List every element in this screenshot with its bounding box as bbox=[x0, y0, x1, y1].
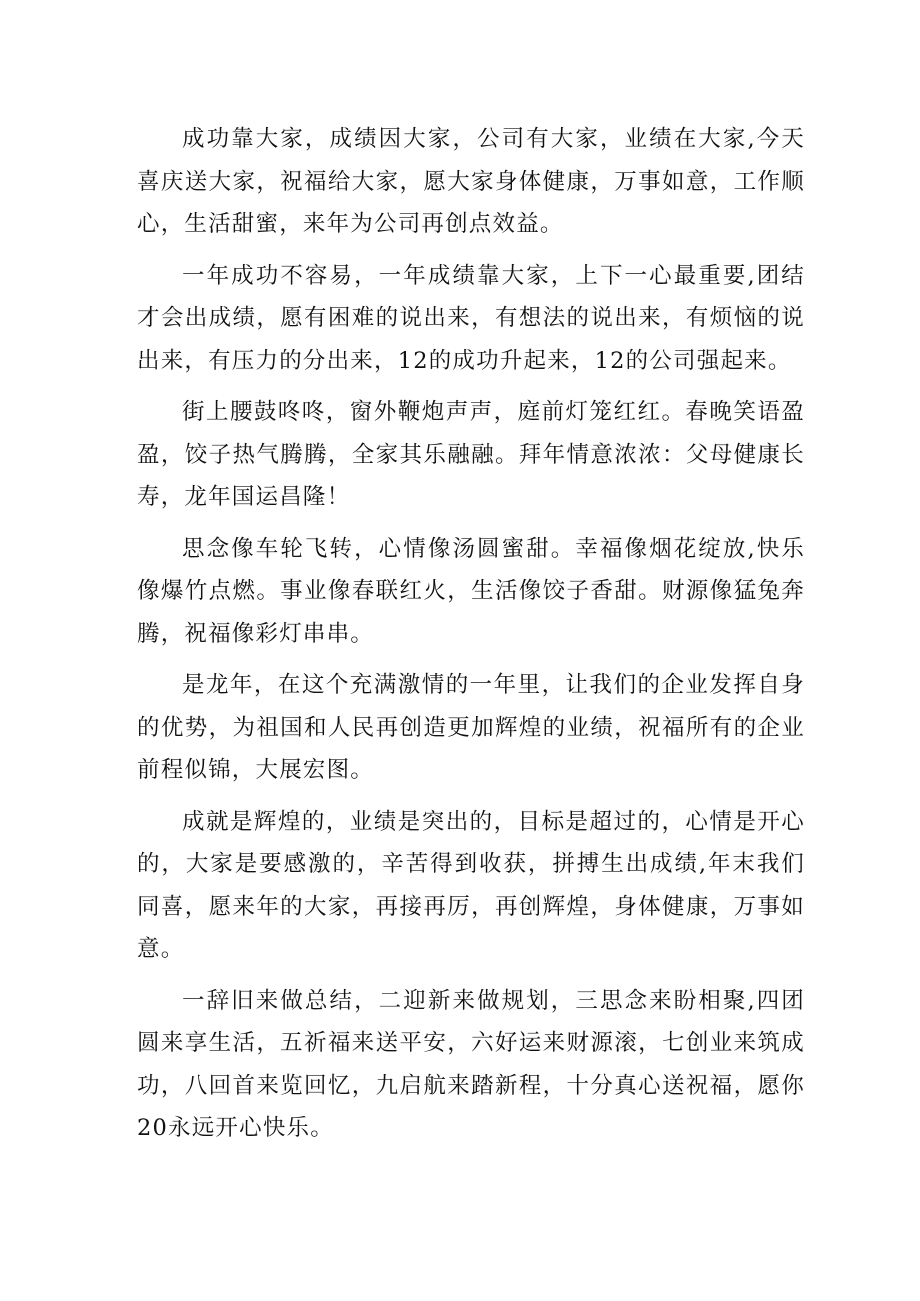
paragraph-4: 思念像车轮飞转，心情像汤圆蜜甜。幸福像烟花绽放,快乐像爆竹点燃。事业像春联红火，生活像饺子香甜。财源像猛兔奔腾，祝福像彩灯串串。 bbox=[137, 535, 805, 647]
paragraph-1: 成功靠大家，成绩因大家，公司有大家，业绩在大家,今天喜庆送大家，祝福给大家，愿大家身体健康，万事如意，工作顺心，生活甜蜜，来年为公司再创点效益。 bbox=[137, 126, 805, 237]
document-body bbox=[137, 118, 805, 1159]
paragraph-2: 一年成功不容易，一年成绩靠大家，上下一心最重要,团结才会出成绩，愿有困难的说出来，有想法的说出来，有烦恼的说出来，有压力的分出来，12的成功升起来，12的公司强起来。 bbox=[137, 262, 805, 374]
paragraph-6: 成就是辉煌的，业绩是突出的，目标是超过的，心情是开心的，大家是要感激的，辛苦得到收获，拼搏生出成绩,年末我们同喜，愿来年的大家，再接再厉，再创辉煌，身体健康，万事如意。 bbox=[137, 808, 805, 962]
paragraph-7: 一辞旧来做总结，二迎新来做规划，三思念来盼相聚,四团圆来享生活，五祈福来送平安，六好运来财源滚，七创业来筑成功，八回首来览回忆，九启航来踏新程，十分真心送祝福，愿你20永远开心快乐。 bbox=[137, 987, 805, 1141]
paragraph-5: 是龙年，在这个充满激情的一年里，让我们的企业发挥自身的优势，为祖国和人民再创造更加辉煌的业绩，祝福所有的企业前程似锦，大展宏图。 bbox=[137, 672, 805, 783]
paragraph-3: 街上腰鼓咚咚，窗外鞭炮声声，庭前灯笼红红。春晚笑语盈盈，饺子热气腾腾，全家其乐融融。拜年情意浓浓：父母健康长寿，龙年国运昌隆！ bbox=[137, 399, 805, 510]
